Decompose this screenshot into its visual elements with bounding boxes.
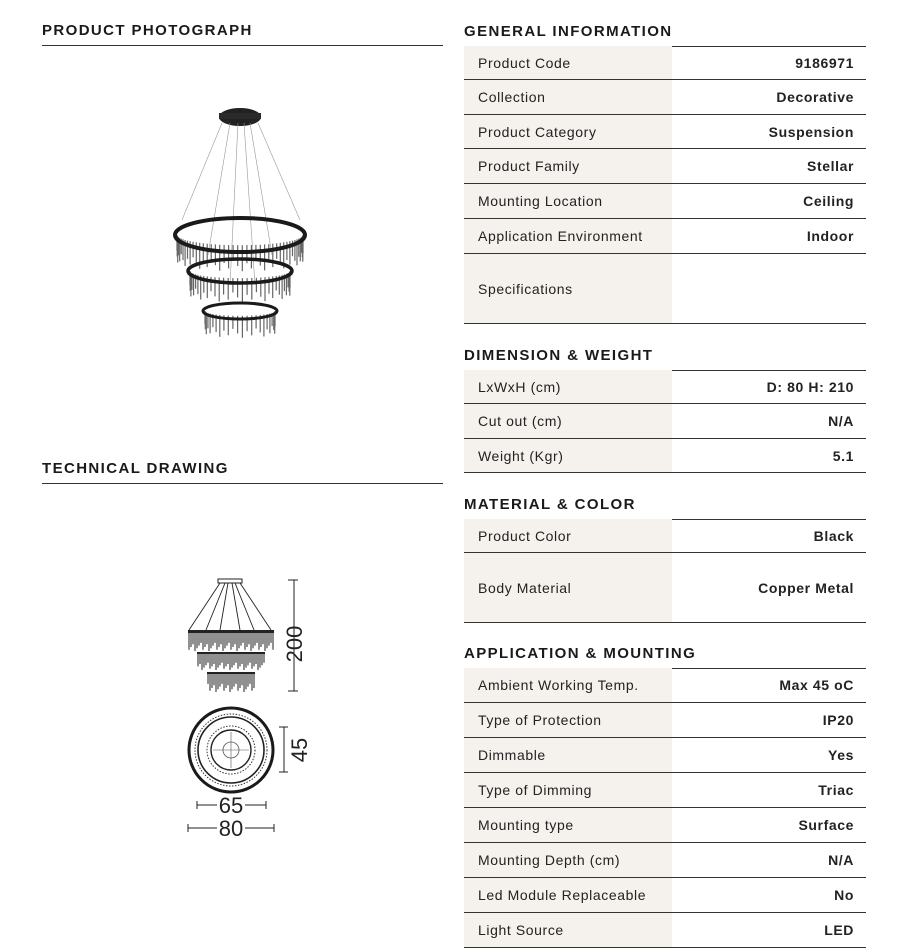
dim-depth-label: 45 xyxy=(287,737,312,763)
table-row xyxy=(464,738,866,773)
material-color-table xyxy=(464,519,866,623)
dim-height-label: 200 xyxy=(282,625,307,663)
dim-inner-width-label: 65 xyxy=(218,793,244,818)
table-row xyxy=(464,149,866,184)
row-value: IP20 xyxy=(822,712,854,728)
table-row xyxy=(464,519,866,553)
row-value: N/A xyxy=(828,852,854,868)
row-value: Indoor xyxy=(806,228,854,244)
row-label: Type of Protection xyxy=(464,703,672,737)
material-color-heading: MATERIAL & COLOR xyxy=(464,496,866,520)
row-label: Application Environment xyxy=(464,219,672,253)
row-label: Product Color xyxy=(464,519,672,552)
dim-outer-width-label: 80 xyxy=(218,816,244,841)
row-label: Collection xyxy=(464,80,672,114)
table-row xyxy=(464,404,866,439)
row-label: Weight (Kgr) xyxy=(464,439,672,472)
row-label: Light Source xyxy=(464,913,672,947)
row-label: Mounting Depth (cm) xyxy=(464,843,672,877)
row-label: Specifications xyxy=(464,254,672,323)
table-row xyxy=(464,370,866,404)
row-value: LED xyxy=(824,922,854,938)
row-value: 9186971 xyxy=(795,54,854,71)
row-label: Dimmable xyxy=(464,738,672,772)
row-label: Type of Dimming xyxy=(464,773,672,807)
table-row xyxy=(464,219,866,254)
row-label: Body Material xyxy=(464,553,672,622)
row-label: Led Module Replaceable xyxy=(464,878,672,912)
product-photograph-heading: PRODUCT PHOTOGRAPH xyxy=(42,22,443,46)
row-value: No xyxy=(834,887,854,903)
table-row xyxy=(464,254,866,324)
application-mounting-table xyxy=(464,668,866,948)
dimension-weight-heading: DIMENSION & WEIGHT xyxy=(464,347,866,371)
technical-drawing-heading: TECHNICAL DRAWING xyxy=(42,460,443,484)
general-information-heading: GENERAL INFORMATION xyxy=(464,23,866,47)
table-row xyxy=(464,439,866,473)
row-label: Ambient Working Temp. xyxy=(464,668,672,702)
table-row xyxy=(464,843,866,878)
row-value: Ceiling xyxy=(803,193,854,209)
row-value: Triac xyxy=(818,782,854,798)
row-label: Product Family xyxy=(464,149,672,183)
table-row xyxy=(464,878,866,913)
table-row xyxy=(464,773,866,808)
row-value: N/A xyxy=(828,413,854,429)
dimension-weight-table xyxy=(464,370,866,473)
row-label: Cut out (cm) xyxy=(464,404,672,438)
row-label: Mounting Location xyxy=(464,184,672,218)
row-value: Surface xyxy=(798,817,854,833)
row-label: LxWxH (cm) xyxy=(464,370,672,403)
product-photo xyxy=(160,95,320,350)
table-row xyxy=(464,913,866,948)
table-row xyxy=(464,553,866,623)
row-label: Product Category xyxy=(464,115,672,148)
table-row xyxy=(464,115,866,149)
row-label: Mounting type xyxy=(464,808,672,842)
table-row xyxy=(464,46,866,80)
row-value: Yes xyxy=(828,747,854,763)
technical-drawing xyxy=(180,572,320,842)
table-row xyxy=(464,80,866,115)
row-value: Max 45 oC xyxy=(779,677,854,693)
row-value: Black xyxy=(813,527,854,544)
general-information-table xyxy=(464,46,866,324)
row-value: Decorative xyxy=(776,89,854,105)
row-value xyxy=(672,254,866,323)
row-value: 5.1 xyxy=(832,447,854,464)
row-value: Copper Metal xyxy=(758,579,854,596)
row-value: Stellar xyxy=(807,158,854,174)
application-mounting-heading: APPLICATION & MOUNTING xyxy=(464,645,866,669)
row-value: Suspension xyxy=(768,123,854,140)
table-row xyxy=(464,668,866,703)
row-label: Product Code xyxy=(464,46,672,79)
row-value: D: 80 H: 210 xyxy=(766,378,854,395)
table-row xyxy=(464,184,866,219)
table-row xyxy=(464,808,866,843)
table-row xyxy=(464,703,866,738)
